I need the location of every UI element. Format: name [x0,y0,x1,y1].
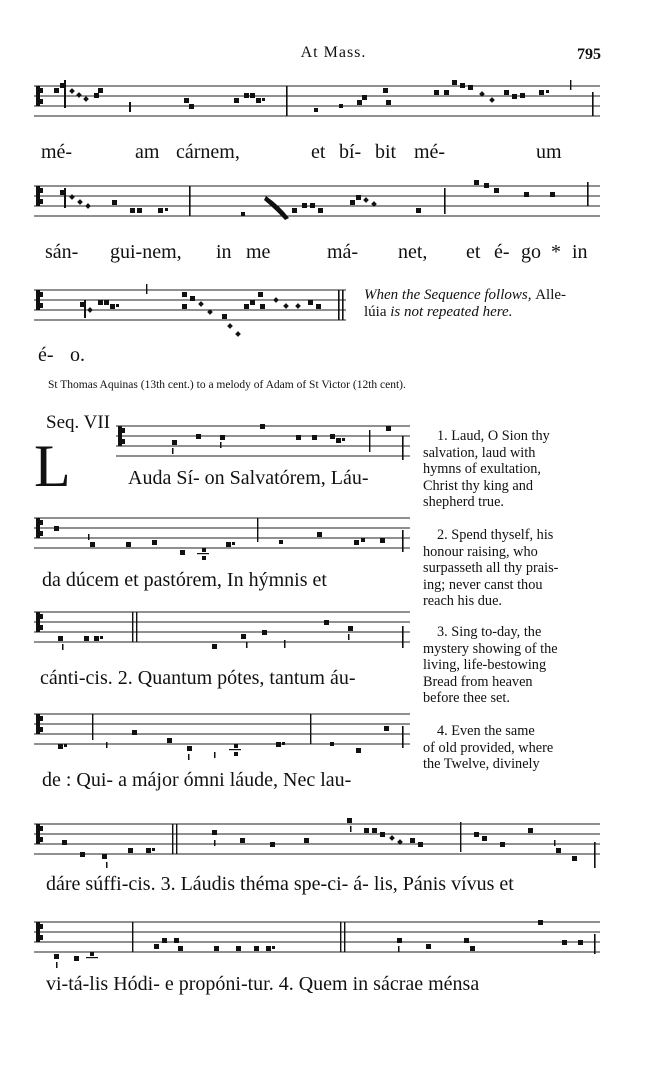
translation-line: before thee set. [423,690,510,707]
translation-line: Christ thy king and [423,477,534,494]
chant-staff-4 [116,420,410,464]
lyric-syllable: é- [494,241,510,263]
rubric-note [364,287,600,321]
translation-line: ing; never canst thou [423,576,543,593]
lyric-syllable: in [572,241,588,263]
lyric-syllable: * [551,241,561,263]
translation-line: shepherd true. [423,494,504,511]
lyric-syllable: et [311,141,326,163]
translation-line: honour raising, who [423,543,538,560]
lyric-syllable: o. [70,344,85,366]
lyric-syllable: am [135,141,160,163]
lyric-syllable: sán- [45,241,79,263]
lyric-syllable: bit [375,141,397,163]
translation-line: living, life-bestowing [423,657,547,674]
sequence-lyric-line: dáre súffi-cis. 3. Láudis théma spe-ci- á- lis, Pánis vívus et [46,873,514,895]
chant-staff-2 [34,180,600,224]
translation-line: Bread from heaven [423,673,533,690]
lyric-syllable: um [536,141,562,163]
rubric-word: Alle- [535,287,567,303]
sequence-lyric-line: vi-tá-lis Hódi- e propóni-tur. 4. Quem in sácrae ménsa [46,973,480,995]
chant-staff-7 [34,708,410,762]
page-number: 795 [577,46,601,63]
translation-stanza-1 [423,428,599,511]
chant-staff-1 [34,80,600,124]
lyric-syllable: go [521,241,541,263]
attribution: St Thomas Aquinas (13th cent.) to a melody of Adam of St Victor (12th cent). [48,379,406,391]
translation-line: reach his due. [423,593,502,610]
lyric-syllable: in [216,241,232,263]
lyric-syllable: bí- [339,141,362,163]
translation-line: mystery showing of the [423,640,558,657]
translation-stanza-2 [423,527,599,610]
translation-line: salvation, laud with [423,444,536,461]
page-header-title: At Mass. [300,44,367,61]
sequence-lyric-line: Auda Sí- on Salvatórem, Láu- [128,467,369,489]
chant-staff-3 [34,284,346,346]
lyric-syllable: gui-nem, [110,241,182,263]
chant-staff-6 [34,606,410,660]
translation-line: surpasseth all thy prais- [423,560,559,577]
lyric-syllable: net, [398,241,428,263]
translation-line: the Twelve, divinely [423,756,540,773]
chant-staff-9 [34,916,600,970]
lyric-syllable: mé- [41,141,73,163]
sequence-label: Seq. VII [46,412,111,433]
lyric-syllable: me [246,241,271,263]
translation-stanza-4 [423,723,599,773]
chant-staff-8 [34,818,600,872]
translation-line: 3. Sing to-day, the [437,624,542,640]
translation-line: 1. Laud, O Sion thy [437,428,550,444]
lyric-syllable: mé- [414,141,446,163]
translation-line: 4. Even the same [437,723,535,739]
sequence-lyric-line: de : Qui- a májor ómni láude, Nec lau- [42,769,352,791]
lyric-syllable: má- [327,241,359,263]
translation-line: 2. Spend thyself, his [437,527,554,543]
sequence-lyric-line: da dúcem et pastórem, In hýmnis et [42,569,327,591]
lyric-syllable: é- [38,344,54,366]
rubric-text: is not repeated here. [390,304,513,320]
translation-line: hymns of exultation, [423,461,541,478]
sequence-lyric-line: cánti-cis. 2. Quantum pótes, tantum áu- [40,667,356,689]
rubric-word: lúia [364,304,387,320]
lyric-syllable: et [466,241,481,263]
chant-staff-5 [34,512,410,566]
lyric-syllable: cárnem, [176,141,240,163]
translation-stanza-3 [423,624,599,707]
rubric-text: When the Sequence follows, [364,287,532,303]
translation-line: of old provided, where [423,739,554,756]
drop-cap-initial: L [34,433,71,499]
